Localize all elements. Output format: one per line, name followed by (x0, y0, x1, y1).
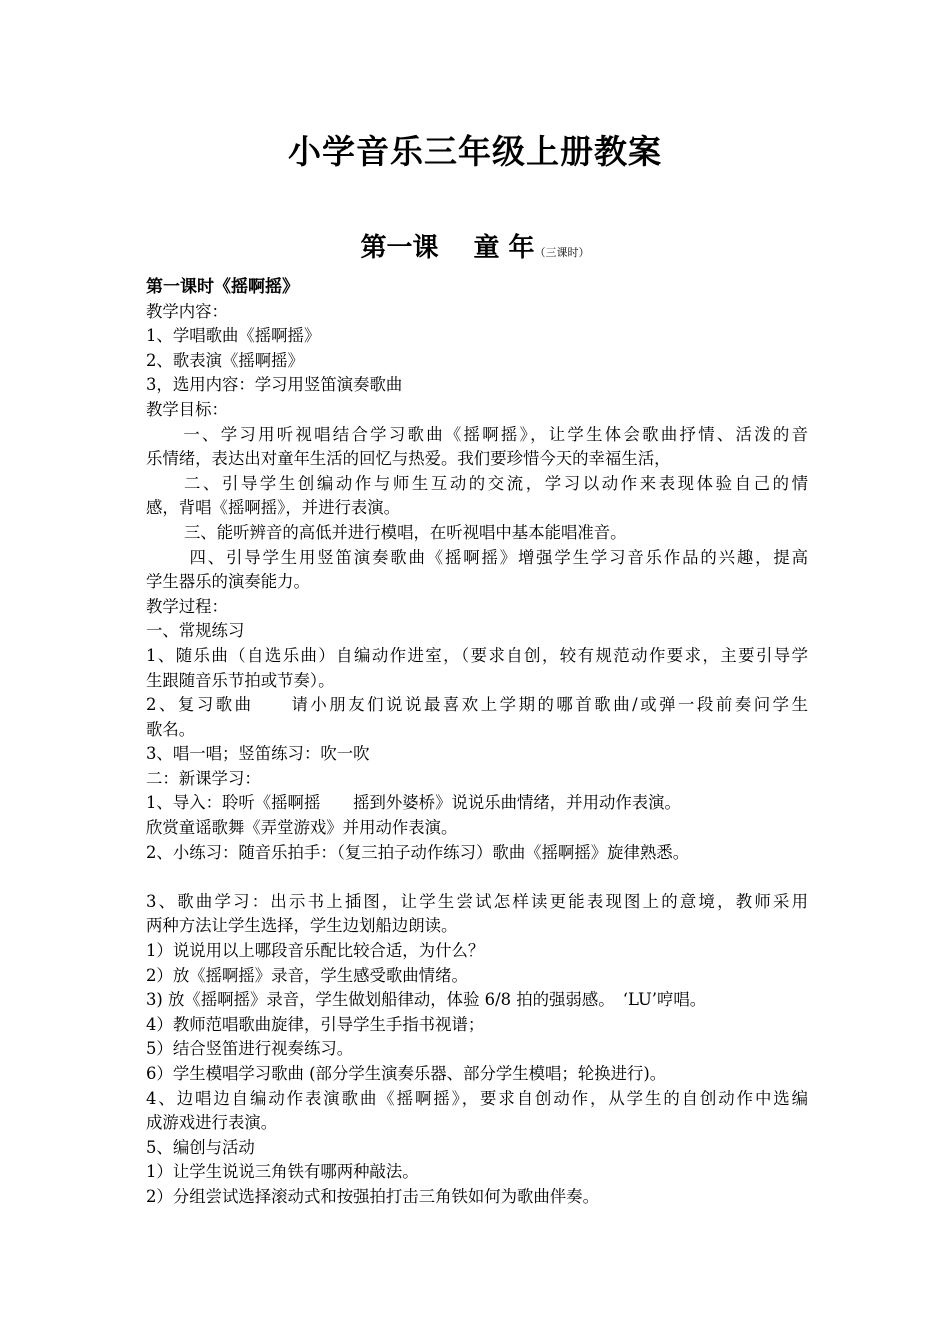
text-line: 2、小练习：随音乐拍手：（复三拍子动作练习）歌曲《摇啊摇》旋律熟悉。 (146, 842, 690, 862)
text-line: 歌名。 (146, 719, 196, 739)
text-line: 1）让学生说说三角铁有哪两种敲法。 (146, 1162, 419, 1182)
text-line: 4）教师范唱歌曲旋律，引导学生手指书视谱； (146, 1014, 485, 1034)
text-line: 5）结合竖笛进行视奏练习。 (146, 1039, 354, 1059)
document-title: 小学音乐三年级上册教案 (288, 132, 662, 171)
text-line: 教学目标： (146, 399, 228, 419)
text-line: 6）学生模唱学习歌曲 (部分学生演奏乐器、部分学生模唱；轮换进行)。 (146, 1064, 667, 1083)
text-line: 二、引导学生创编动作与师生互动的交流，学习以动作来表现体验自己的情 (146, 473, 808, 493)
blank-line (146, 865, 808, 890)
text-line: 学生器乐的演奏能力。 (146, 572, 310, 592)
text-line: 四、引导学生用竖笛演奏歌曲《摇啊摇》增强学生学习音乐作品的兴趣，提高 (146, 547, 808, 567)
text-line: 1、导入：聆听《摇啊摇 摇到外婆桥》说说乐曲情绪，并用动作表演。 (146, 793, 681, 813)
text-line: 2）放《摇啊摇》录音，学生感受歌曲情绪。 (146, 965, 468, 985)
section-heading: 第一课时《摇啊摇》 (146, 277, 299, 297)
lesson-title (0, 228, 950, 273)
text-line: 3，选用内容：学习用竖笛演奏歌曲 (146, 375, 403, 395)
text-line: 一、学习用听视唱结合学习歌曲《摇啊摇》，让学生体会歌曲抒情、活泼的音 (146, 424, 808, 444)
text-line: 教学过程： (146, 596, 228, 616)
lesson-note: （三课时） (534, 246, 590, 259)
text-line: 1、学唱歌曲《摇啊摇》 (146, 326, 321, 346)
text-line: 1）说说用以上哪段音乐配比较合适，为什么？ (146, 941, 485, 961)
text-line: 2）分组尝试选择滚动式和按强拍打击三角铁如何为歌曲伴奏。 (146, 1186, 599, 1206)
text-line: 5、编创与活动 (146, 1137, 255, 1157)
text-line: 一、常规练习 (146, 621, 245, 641)
text-line: 生跟随音乐节拍或节奏）。 (146, 670, 335, 690)
text-line: 三、能听辨音的高低并进行模唱，在听视唱中基本能唱准音。 (146, 522, 627, 542)
text-line: 4、边唱边自编动作表演歌曲《摇啊摇》，要求自创动作，从学生的自创动作中选编 (146, 1088, 808, 1108)
text-line: 2、歌表演《摇啊摇》 (146, 350, 304, 370)
text-line: 成游戏进行表演。 (146, 1113, 278, 1133)
text-line: 乐情绪，表达出对童年生活的回忆与热爱。我们要珍惜今天的幸福生活， (146, 449, 671, 469)
text-line: 教学内容： (146, 301, 228, 321)
lesson-heading: 第一课 童 年 (360, 233, 535, 263)
text-line: 2、复习歌曲 请小朋友们说说最喜欢上学期的哪首歌曲/或弹一段前奏问学生 (146, 695, 808, 715)
document-body (146, 275, 808, 1210)
text-line: 3、歌曲学习：出示书上插图，让学生尝试怎样读更能表现图上的意境，教师采用 (146, 891, 808, 911)
text-line: 二：新课学习： (146, 768, 261, 788)
text-line: 1、随乐曲（自选乐曲）自编动作进室，（要求自创，较有规范动作要求，主要引导学 (146, 645, 808, 665)
text-line: 欣赏童谣歌舞《弄堂游戏》并用动作表演。 (146, 818, 458, 838)
text-line: 3) 放《摇啊摇》录音，学生做划船律动，体验 6/8 拍的强弱感。 ‘LU’哼唱。 (146, 990, 707, 1010)
text-line: 两种方法让学生选择，学生边划船边朗读。 (146, 916, 458, 936)
text-line: 感，背唱《摇啊摇》，并进行表演。 (146, 498, 401, 518)
text-line: 3、唱一唱；竖笛练习：吹一吹 (146, 744, 370, 764)
